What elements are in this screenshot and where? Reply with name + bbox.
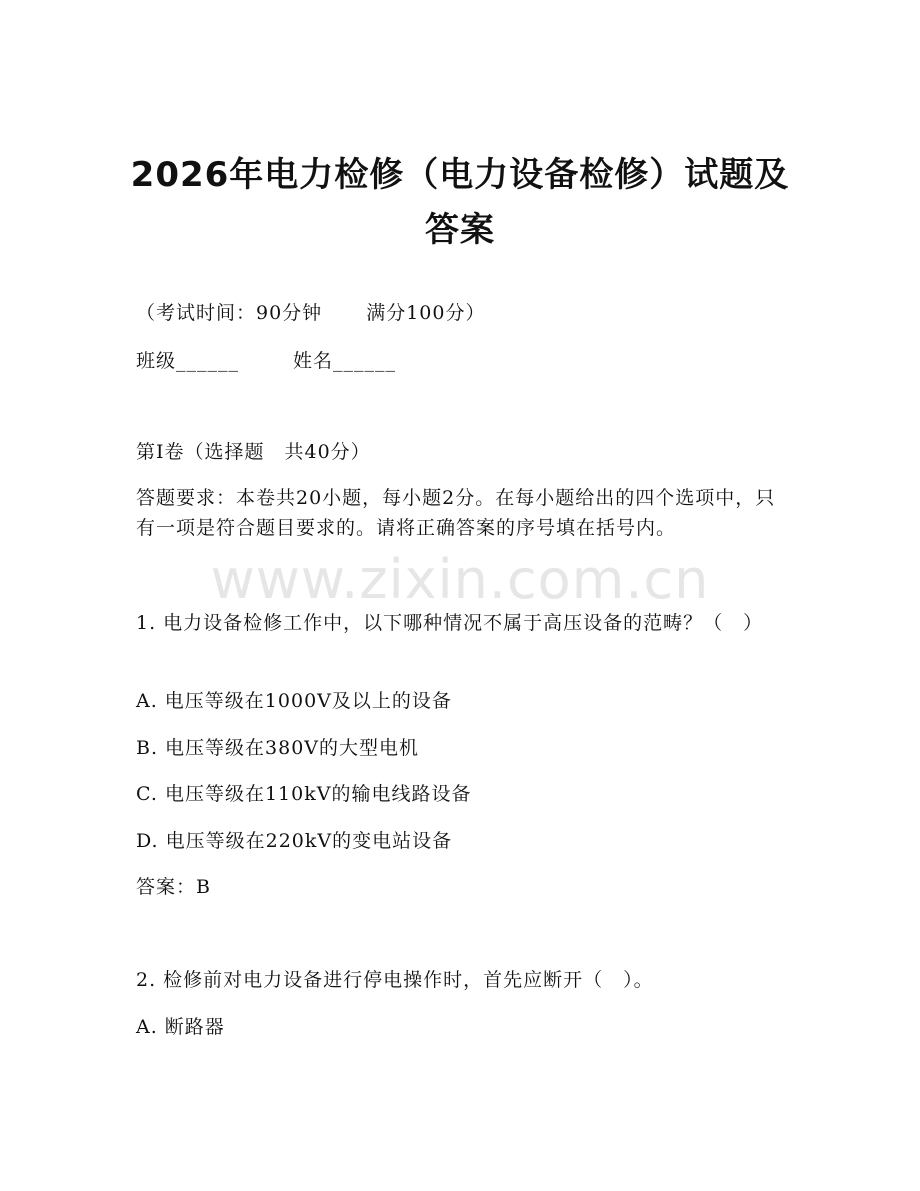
exam-score: 满分100分） <box>366 302 486 324</box>
question-2-stem: 2. 检修前对电力设备进行停电操作时，首先应断开（ ）。 <box>136 969 654 991</box>
question-1-option-d: D. 电压等级在220kV的变电站设备 <box>136 830 453 852</box>
question-1-stem: 1. 电力设备检修工作中，以下哪种情况不属于高压设备的范畴？（ ） <box>136 612 764 634</box>
class-field: 班级______ <box>136 350 240 372</box>
page-title: 2026年电力检修（电力设备检修）试题及答案 <box>130 155 790 250</box>
student-info <box>136 346 396 376</box>
watermark: www.zixin.com.cn <box>210 548 710 611</box>
section-heading: 第Ⅰ卷（选择题 共40分） <box>136 441 371 463</box>
exam-time: （考试时间：90分钟 <box>136 302 323 324</box>
exam-info <box>136 298 485 328</box>
question-1-option-a: A. 电压等级在1000V及以上的设备 <box>136 690 452 712</box>
name-field: 姓名______ <box>293 350 397 372</box>
question-1-option-c: C. 电压等级在110kV的输电线路设备 <box>136 783 472 805</box>
section-instructions: 答题要求：本卷共20小题，每小题2分。在每小题给出的四个选项中，只有一项是符合题目要求的。请将正确答案的序号填在括号内。 <box>136 487 776 539</box>
question-1-answer: 答案：B <box>136 876 211 898</box>
question-1-option-b: B. 电压等级在380V的大型电机 <box>136 737 420 759</box>
question-2-option-a: A. 断路器 <box>136 1016 225 1038</box>
